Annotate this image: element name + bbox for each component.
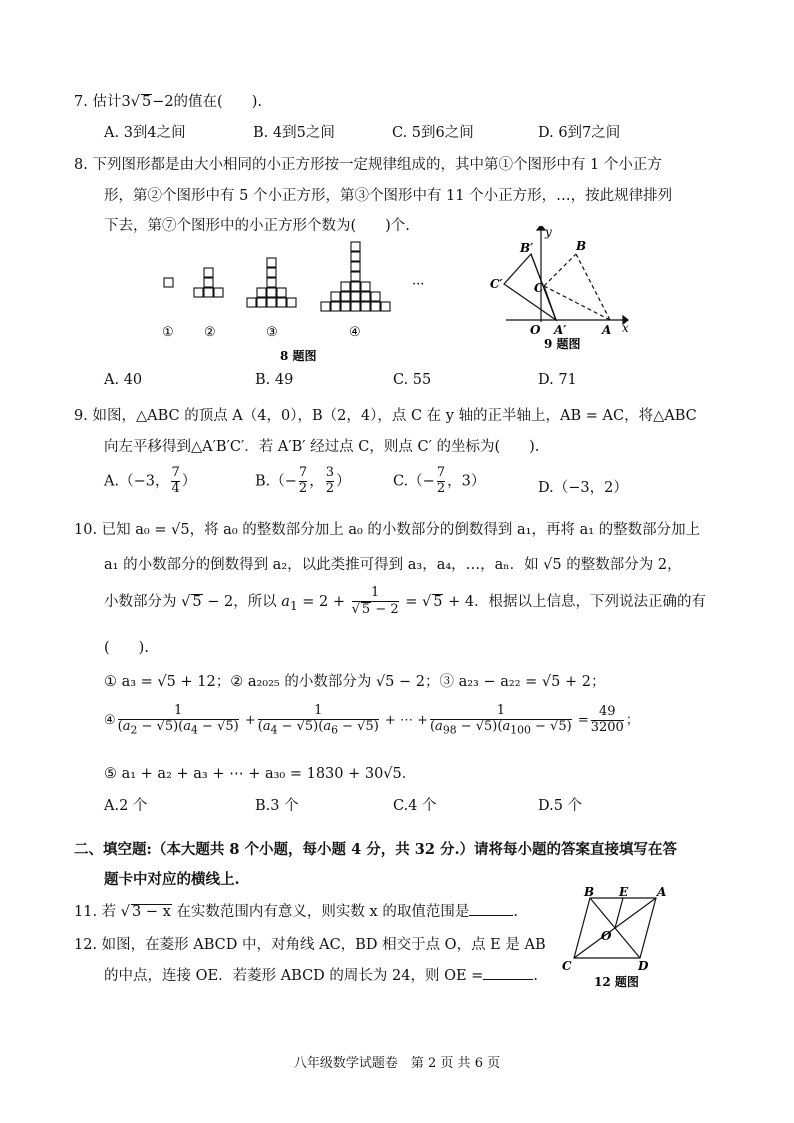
q10-option-b: B.3 个 [255,798,299,814]
fig12-label-e: E [619,886,629,899]
q8-label-2: ② [204,325,216,340]
q10-option-d: D.5 个 [538,798,583,814]
q8-number: 8. [74,157,88,173]
q9-option-d: D.（−3，2） [538,480,628,496]
q10-statement-4: ④ $\frac{1}{(a_2 - √5)(a_4 - √5)}$ + $\frac{1}{(a_4 - √5)(a_6 - √5)}$ + ⋯ + $\frac{1}{(a_{98} - √5)(a_{100} - √5)}$ = $\frac{49}{3200}$ ； [104,703,639,737]
q7-option-d: D. 6到7之间 [538,125,621,141]
q9-option-c: C.（− $\frac{7}{2}$ ，3） [393,465,486,496]
q9-figure [486,226,636,354]
q10-line1: 10. 已知 a₀ = √5，将 a₀ 的整数部分加上 a₀ 的小数部分的倒数得到 a₁，再将 a₁ 的整数部分加上 [74,522,701,538]
q10-stmt4-result: $\frac{49}{3200}$ [590,704,624,735]
q7-number: 7. [74,94,88,110]
page-footer: 八年级数学试题卷 第 2 页 共 6 页 [293,1056,501,1071]
q8-ellipsis: ··· [412,277,425,292]
section2-heading: 二、填空题:（本大题共 8 个小题，每小题 4 分，共 32 分.）请将每小题的答案直接填写在答 [74,841,678,858]
q12-caption: 12 题图 [594,975,639,989]
fig9-label-b: B [576,239,587,253]
fig9-label-a: A [602,323,612,337]
fig9-label-b-prime: B′ [520,241,534,255]
q7-option-c: C. 5到6之间 [392,125,474,141]
q8-line3: 下去，第⑦个图形中的小正方形个数为( )个. [104,218,410,234]
q12-answer-blank[interactable] [483,979,533,980]
q7-radicand: 5 [141,94,152,110]
q10-paren: ( ). [104,640,149,656]
q8-caption: 8 题图 [280,349,317,363]
q9-option-b: B.（− $\frac{7}{2}$ ， $\frac{3}{2}$ ） [255,465,351,496]
q10-statement-5: ⑤ a₁ + a₂ + a₃ + ⋯ + a₃₀ = 1830 + 30√5． [104,766,417,782]
q7-stem: 7. 估计3√ 5−2的值在( ). [74,94,262,110]
q8-label-1: ① [162,325,174,340]
q8-label-3: ③ [266,325,278,340]
q12-line2: 的中点，连接 OE．若菱形 ABCD 的周长为 24，则 OE = . [104,968,538,984]
q10-option-c: C.4 个 [393,798,437,814]
q10-option-a: A.2 个 [104,798,148,814]
fig9-label-x: x [622,321,629,335]
fig9-label-c: C [534,281,544,295]
q10-a1-fraction: $\frac{1}{√ 5 - 2}$ [351,585,399,617]
q10-line2: a₁ 的小数部分的倒数得到 a₂，以此类推可得到 a₃，a₄，…，aₙ．如 √5 的整数部分为 2， [104,557,682,573]
q11-number: 11. [74,904,98,920]
fig12-label-b: B [584,886,595,899]
q7-option-a: A. 3到4之间 [104,125,186,141]
q8-option-c: C. 55 [393,372,432,388]
q8-line1: 8. 下列图形都是由大小相同的小正方形按一定规律组成的，其中第①个图形中有 1 个小正方 [74,157,662,173]
q9-number: 9. [74,408,88,424]
q8-option-a: A. 40 [104,372,143,388]
q7-post: −2的值在( ). [152,94,262,110]
q9-caption: 9 题图 [544,337,581,351]
q12-line1: 12. 如图，在菱形 ABCD 中，对角线 AC，BD 相交于点 O，点 E 是 AB [74,937,546,953]
q9-line1: 9. 如图，△ABC 的顶点 A（4，0），B（2，4），点 C 在 y 轴的正半轴上，AB = AC，将△ABC [74,408,697,424]
q11-radicand: 3 − x [132,904,171,920]
q9-line2: 向左平移得到△A′B′C′．若 A′B′ 经过点 C，则点 C′ 的坐标为( ). [104,439,540,455]
fig9-label-c-prime: C′ [490,277,503,291]
q11: 11. 若 √ 3 − x 在实数范围内有意义，则实数 x 的取值范围是 . [74,904,518,920]
q8-figure [150,236,440,364]
fig9-label-a-prime: A′ [554,323,567,337]
q10-number: 10. [74,522,98,538]
q8-option-d: D. 71 [538,372,577,388]
q8-line2: 形，第②个图形中有 5 个小正方形，第③个图形中有 11 个小正方形，…，按此规律排列 [104,188,673,204]
fig9-label-y: y [545,226,552,239]
q9-option-a: A.（−3， $\frac{7}{4}$ ） [104,465,197,496]
q12-figure [558,886,674,992]
fig12-label-o: O [601,929,612,943]
q7-option-b: B. 4到5之间 [253,125,335,141]
fig12-label-a: A [657,886,667,899]
q8-label-4: ④ [349,325,361,340]
fig12-label-c: C [562,959,572,973]
q8-option-b: B. 49 [255,372,294,388]
q10-frac-part: √ 5 − 2 [181,593,234,610]
q10-line3: 小数部分为 √ 5 − 2，所以 $a_1 = 2$ + $\frac{1}{√ 5 - 2}$ = √ 5 + 4．根据以上信息，下列说法正确的有 [104,585,707,617]
q12-number: 12. [74,937,98,953]
section2-heading-cont: 题卡中对应的横线上. [104,871,240,888]
q11-answer-blank[interactable] [469,915,513,916]
q9-option-a-fraction: $\frac{7}{4}$ [171,465,180,496]
q7-pre: 估计 [92,94,122,110]
fig12-label-d: D [638,959,649,973]
q10-statements-1-3: ① a₃ = √5 + 12；② a₂₀₂₅ 的小数部分为 √5 − 2；③ a₂₃ − a₂₂ = √5 + 2； [104,674,606,690]
q7-coef: 3 [121,94,131,110]
fig9-label-o: O [530,323,541,337]
